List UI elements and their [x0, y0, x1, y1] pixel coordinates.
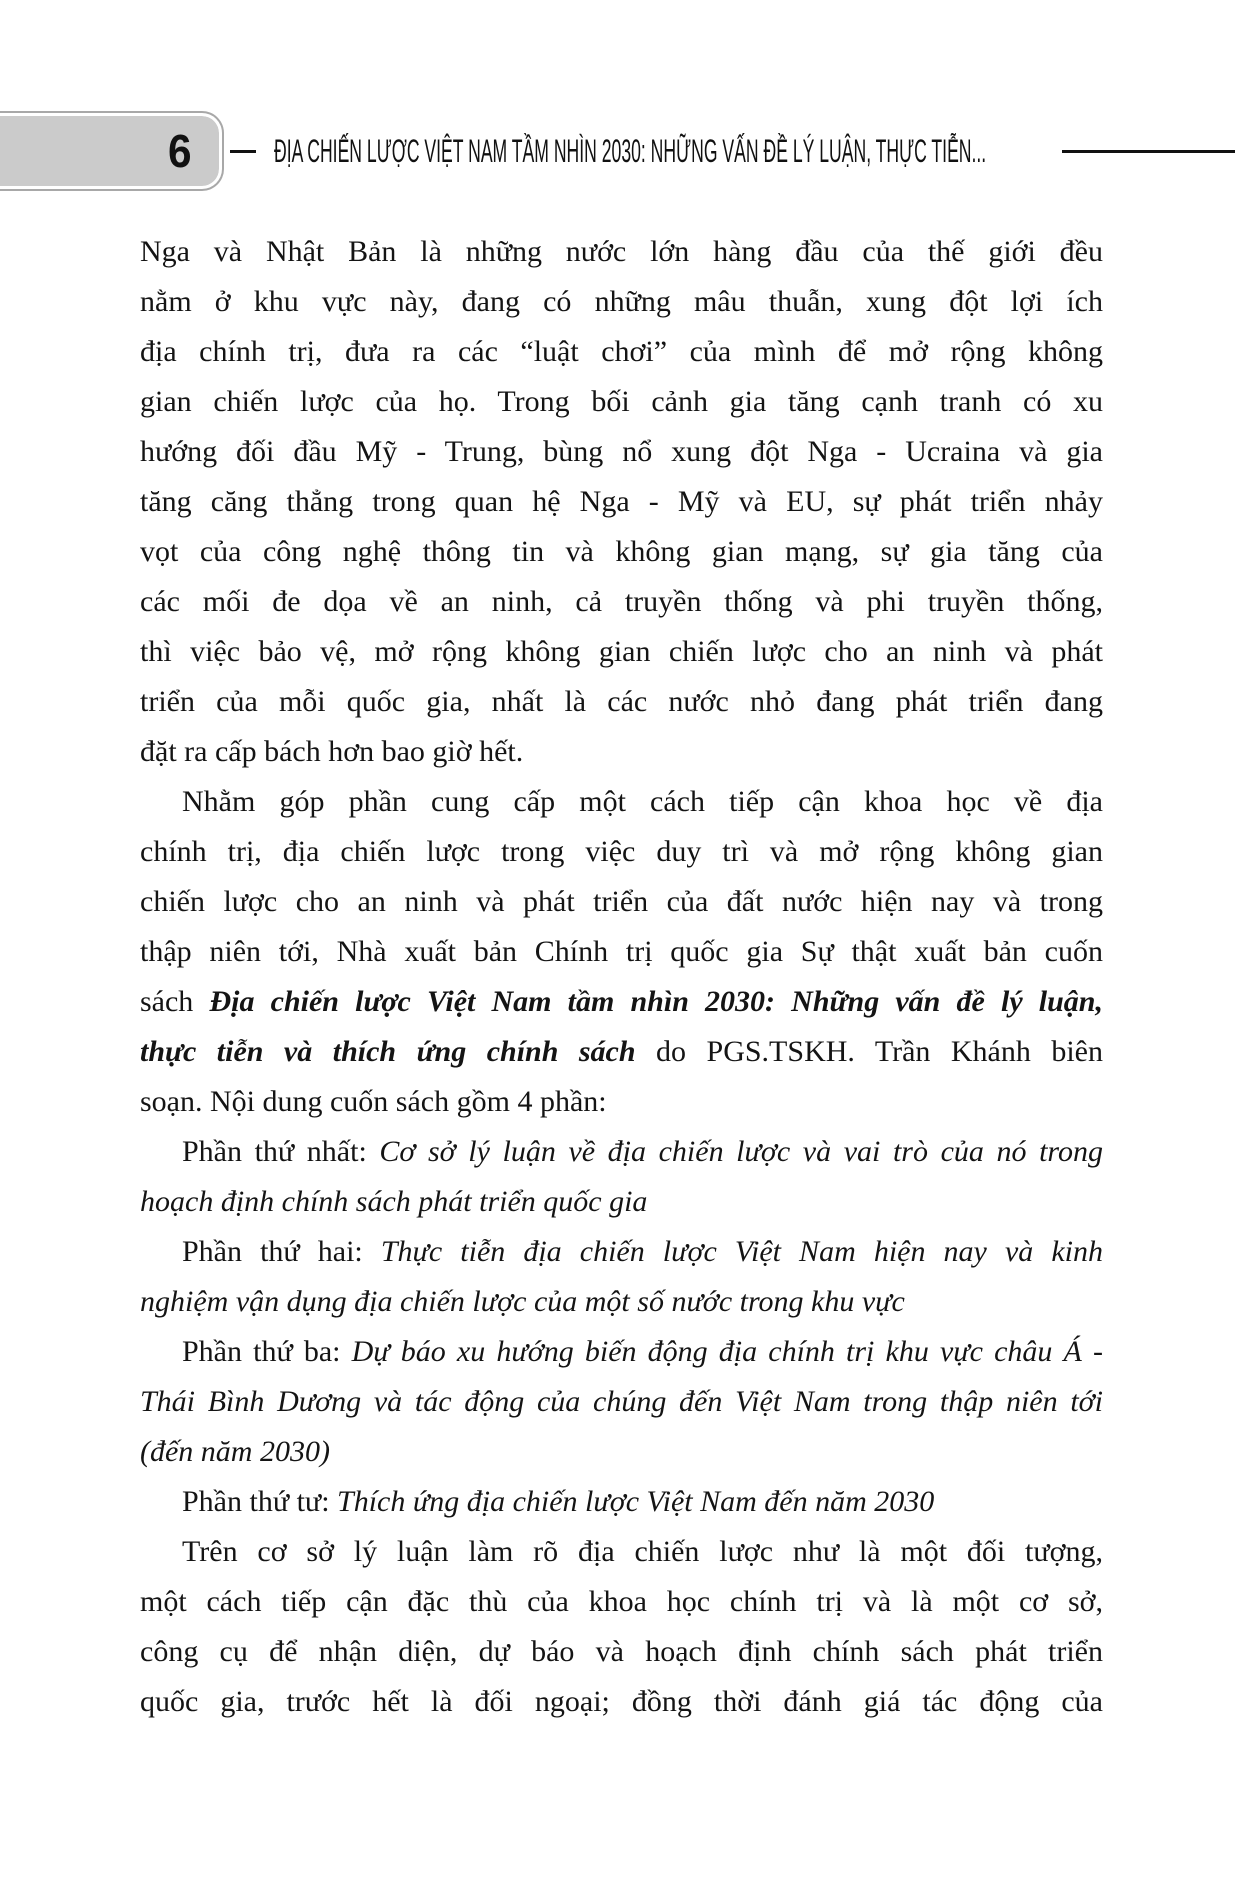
text-segment: thực tiễn và thích ứng chính sách — [140, 1035, 636, 1068]
text-line — [140, 1027, 1103, 1077]
text-segment: tăng căng thẳng trong quan hệ Nga - Mỹ và EU, sự phát triển nhảy — [140, 485, 1103, 518]
text-segment: gian chiến lược của họ. Trong bối cảnh gia tăng cạnh tranh có xu — [140, 385, 1103, 418]
text-line — [140, 1377, 1103, 1427]
text-line — [140, 827, 1103, 877]
text-segment: triển của mỗi quốc gia, nhất là các nước nhỏ đang phát triển đang — [140, 685, 1103, 718]
text-segment: Dự báo xu hướng biến động địa chính trị khu vực châu Á - — [351, 1335, 1103, 1368]
text-segment: Cơ sở lý luận về địa chiến lược và vai trò của nó trong — [379, 1135, 1103, 1168]
text-segment: vọt của công nghệ thông tin và không gian mạng, sự gia tăng của — [140, 535, 1103, 568]
text-segment: Phần thứ nhất: — [182, 1135, 380, 1168]
text-line — [140, 227, 1103, 277]
text-line — [140, 1327, 1103, 1377]
header-title: ĐỊA CHIẾN LƯỢC VIỆT NAM TẦM NHÌN 2030: NHỮNG VẤN ĐỀ LÝ LUẬN, THỰC TIỄN... — [274, 132, 987, 169]
text-line — [140, 677, 1103, 727]
text-segment: nằm ở khu vực này, đang có những mâu thuẫn, xung đột lợi ích — [140, 285, 1103, 318]
text-line — [140, 877, 1103, 927]
text-segment: đặt ra cấp bách hơn bao giờ hết. — [140, 735, 524, 768]
text-segment: chính trị, địa chiến lược trong việc duy trì và mở rộng không gian — [140, 835, 1103, 868]
page-number-tab — [0, 113, 222, 189]
text-line — [140, 1277, 1103, 1327]
text-line — [140, 1227, 1103, 1277]
text-segment: Nhằm góp phần cung cấp một cách tiếp cận khoa học về địa — [182, 785, 1103, 818]
text-line — [140, 527, 1103, 577]
text-line — [140, 627, 1103, 677]
text-segment: thì việc bảo vệ, mở rộng không gian chiến lược cho an ninh và phát — [140, 635, 1103, 668]
page-number: 6 — [168, 125, 192, 177]
text-segment: (đến năm 2030) — [140, 1435, 330, 1468]
text-line — [140, 427, 1103, 477]
text-segment: thập niên tới, Nhà xuất bản Chính trị quốc gia Sự thật xuất bản cuốn — [140, 935, 1103, 968]
text-line — [140, 1677, 1103, 1727]
text-segment: hoạch định chính sách phát triển quốc gia — [140, 1185, 648, 1218]
text-line — [140, 1627, 1103, 1677]
text-segment: Thực tiễn địa chiến lược Việt Nam hiện nay và kinh — [380, 1235, 1103, 1268]
text-segment: chiến lược cho an ninh và phát triển của đất nước hiện nay và trong — [140, 885, 1103, 918]
text-line — [140, 1177, 1103, 1227]
text-segment: Nga và Nhật Bản là những nước lớn hàng đầu của thế giới đều — [140, 235, 1103, 268]
text-line — [140, 1127, 1103, 1177]
text-segment: Phần thứ ba: — [182, 1335, 352, 1368]
body-text — [140, 227, 1103, 1727]
text-line — [140, 727, 1103, 777]
text-segment: soạn. Nội dung cuốn sách gồm 4 phần: — [140, 1085, 607, 1118]
text-segment: quốc gia, trước hết là đối ngoại; đồng thời đánh giá tác động của — [140, 1685, 1103, 1718]
text-line — [140, 1577, 1103, 1627]
text-line — [140, 1527, 1103, 1577]
text-segment: do PGS.TSKH. Trần Khánh biên — [635, 1035, 1103, 1068]
text-segment: Thái Bình Dương và tác động của chúng đến Việt Nam trong thập niên tới — [140, 1385, 1103, 1418]
text-segment: Trên cơ sở lý luận làm rõ địa chiến lược như là một đối tượng, — [182, 1535, 1103, 1568]
text-segment: sách — [140, 985, 210, 1018]
text-line — [140, 377, 1103, 427]
text-line — [140, 277, 1103, 327]
text-segment: Địa chiến lược Việt Nam tầm nhìn 2030: Những vấn đề lý luận, — [209, 985, 1103, 1018]
text-segment: Phần thứ hai: — [182, 1235, 381, 1268]
text-segment: địa chính trị, đưa ra các “luật chơi” của mình để mở rộng không — [140, 335, 1103, 368]
text-segment: công cụ để nhận diện, dự báo và hoạch định chính sách phát triển — [140, 1635, 1103, 1668]
text-line — [140, 577, 1103, 627]
header-title-wrap — [274, 133, 1052, 170]
text-segment: nghiệm vận dụng địa chiến lược của một số nước trong khu vực — [140, 1285, 905, 1318]
text-line — [140, 327, 1103, 377]
text-line — [140, 927, 1103, 977]
text-line — [140, 977, 1103, 1027]
text-line — [140, 477, 1103, 527]
text-segment: Thích ứng địa chiến lược Việt Nam đến năm 2030 — [337, 1485, 935, 1518]
text-segment: các mối đe dọa về an ninh, cả truyền thống và phi truyền thống, — [140, 585, 1103, 618]
header-rule — [1062, 150, 1235, 153]
text-segment: Phần thứ tư: — [182, 1485, 338, 1518]
text-segment: hướng đối đầu Mỹ - Trung, bùng nổ xung đột Nga - Ucraina và gia — [140, 435, 1103, 468]
text-line — [140, 1427, 1103, 1477]
header-dash — [230, 150, 256, 153]
running-header — [0, 113, 1235, 189]
text-line — [140, 1077, 1103, 1127]
text-line — [140, 1477, 1103, 1527]
text-segment: một cách tiếp cận đặc thù của khoa học chính trị và là một cơ sở, — [140, 1585, 1103, 1618]
text-line — [140, 777, 1103, 827]
